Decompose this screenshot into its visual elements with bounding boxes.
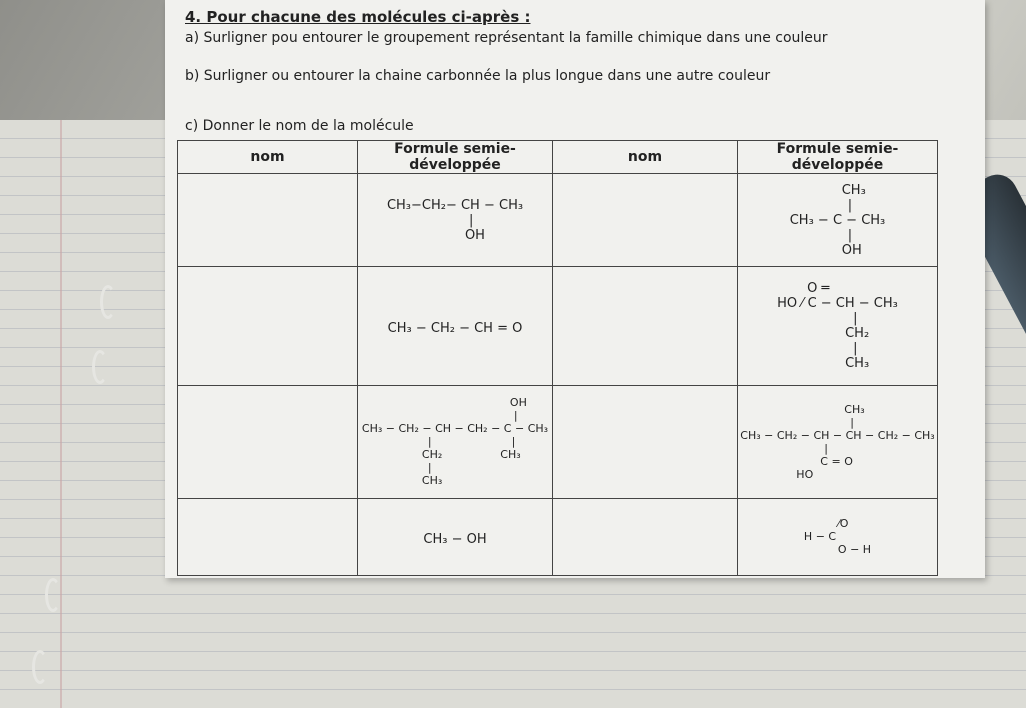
table-row bbox=[178, 499, 938, 576]
name-cell[interactable] bbox=[553, 267, 738, 386]
formula-top: OH bbox=[509, 396, 527, 409]
table-row bbox=[178, 174, 938, 267]
formula-top: CH₃ bbox=[841, 182, 866, 198]
notebook-margin-line bbox=[60, 120, 62, 708]
header-formule: Formule semie-développée bbox=[358, 141, 553, 174]
table-header-row bbox=[178, 141, 938, 174]
formula-sub: CH₃ bbox=[500, 448, 521, 461]
exercise-title: 4. Pour chacune des molécules ci-après : bbox=[185, 8, 531, 26]
binder-ring bbox=[45, 578, 61, 612]
formula-main: CH₃−CH₂− CH − CH₃ bbox=[386, 197, 524, 213]
formula-cell: O ═ HO ⁄ C − CH − CH₃ | CH₂ | CH₃ bbox=[738, 267, 938, 386]
name-cell[interactable] bbox=[178, 174, 358, 267]
binder-ring bbox=[92, 350, 108, 384]
formula-main: CH₃ − CH₂ − CH − CH₂ − C − CH₃ bbox=[361, 422, 549, 435]
formula-hc: H − C bbox=[803, 530, 837, 543]
formula-sub: OH bbox=[464, 227, 485, 243]
formula-cell bbox=[358, 267, 553, 386]
formula-top: CH₃ bbox=[844, 402, 865, 416]
formula-main: C − CH − CH₃ bbox=[807, 296, 898, 311]
formula-main: CH₃ − CH₂ − CH = O bbox=[387, 320, 523, 336]
table-row bbox=[178, 267, 938, 386]
formula-oh: O − H bbox=[837, 543, 872, 556]
worksheet bbox=[165, 0, 985, 578]
formula-cell: CH₃ | CH₃ − C − CH₃ | OH bbox=[738, 174, 938, 267]
formula-main: CH₃ − C − CH₃ bbox=[789, 212, 886, 228]
molecule-table bbox=[177, 140, 938, 576]
binder-ring bbox=[100, 285, 116, 319]
formula-sub: CH₂ bbox=[845, 326, 870, 341]
name-cell[interactable] bbox=[553, 499, 738, 576]
instruction-c: c) Donner le nom de la molécule bbox=[185, 118, 414, 134]
formula-cell: CH₃−CH₂− CH − CH₃ | OH bbox=[358, 174, 553, 267]
formula-ho: HO bbox=[777, 296, 798, 311]
formula-cell: OH | CH₃ − CH₂ − CH − CH₂ − C − CH₃ | | CH₂ CH₃ | CH₃ bbox=[358, 386, 553, 499]
header-nom: nom bbox=[178, 141, 358, 174]
name-cell[interactable] bbox=[178, 499, 358, 576]
header-nom: nom bbox=[553, 141, 738, 174]
name-cell[interactable] bbox=[553, 386, 738, 499]
binder-ring bbox=[32, 650, 48, 684]
formula-cell bbox=[358, 499, 553, 576]
formula-main: CH₃ − CH₂ − CH − CH − CH₂ − CH₃ bbox=[740, 428, 935, 442]
formula-co: C = O bbox=[820, 454, 853, 468]
table-row bbox=[178, 386, 938, 499]
formula-ho: HO bbox=[796, 467, 814, 481]
name-cell[interactable] bbox=[178, 386, 358, 499]
instruction-b: b) Surligner ou entourer la chaine carbonnée la plus longue dans une autre couleur bbox=[185, 68, 771, 84]
header-formule: Formule semie-développée bbox=[738, 141, 938, 174]
formula-sub: CH₃ bbox=[421, 474, 443, 487]
name-cell[interactable] bbox=[553, 174, 738, 267]
formula-oxygen: O bbox=[807, 281, 818, 296]
formula-sub: CH₃ bbox=[845, 356, 870, 371]
formula-sub: OH bbox=[841, 242, 862, 258]
formula-sub: CH₂ bbox=[421, 448, 443, 461]
instruction-a: a) Surligner pou entourer le groupement représentant la famille chimique dans une couleur bbox=[185, 30, 828, 46]
formula-cell: ⁄O H − C O − H bbox=[738, 499, 938, 576]
name-cell[interactable] bbox=[178, 267, 358, 386]
formula-cell: CH₃ | CH₃ − CH₂ − CH − CH − CH₂ − CH₃ | C = O HO bbox=[738, 386, 938, 499]
formula-main: CH₃ − OH bbox=[423, 531, 487, 547]
formula-oxygen: O bbox=[839, 517, 849, 530]
